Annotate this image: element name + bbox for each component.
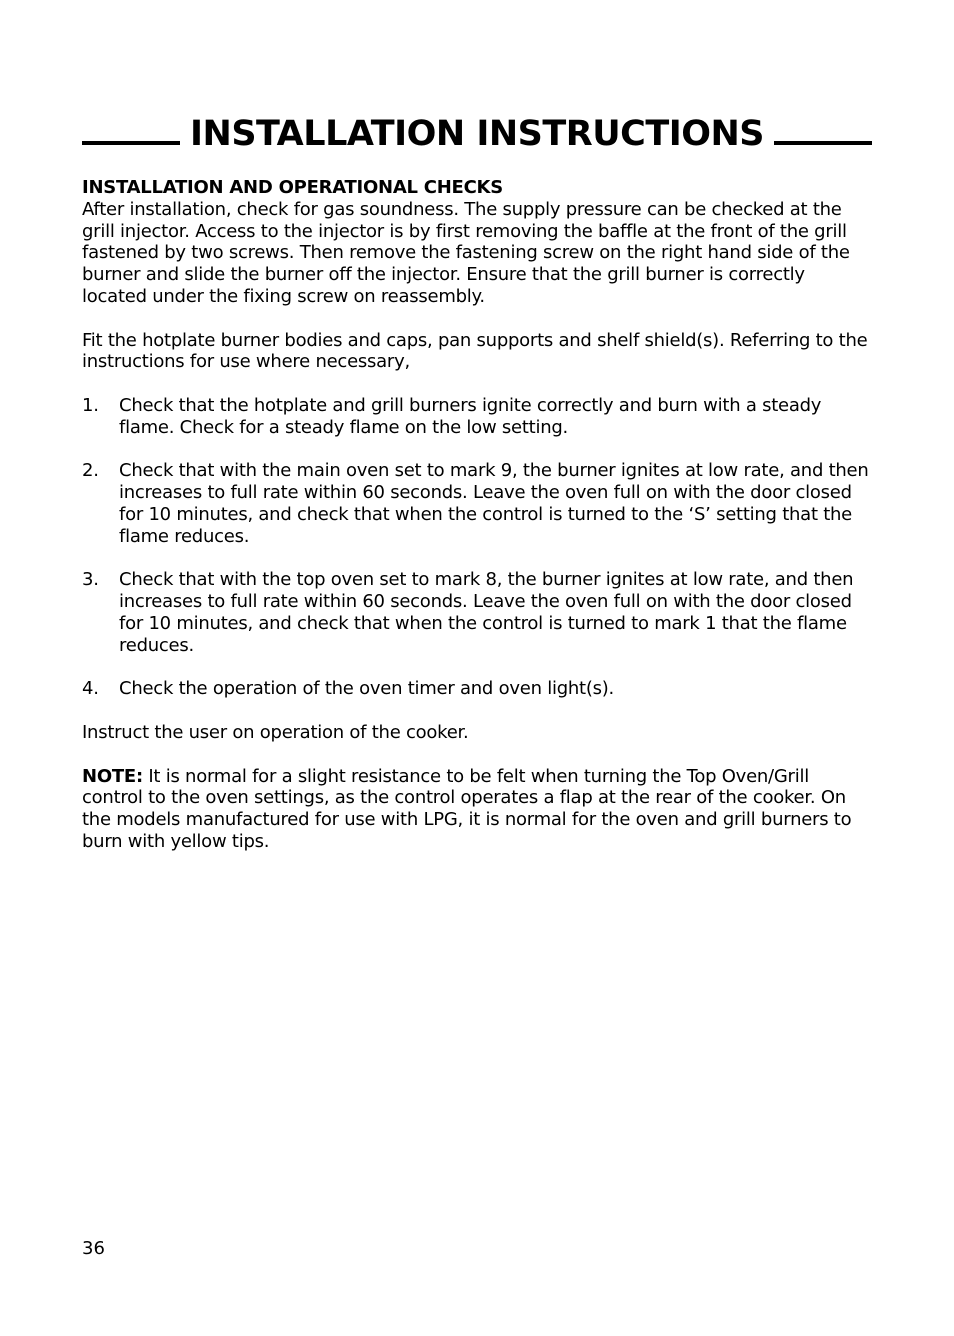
title-rule-right: [774, 141, 872, 145]
intro-paragraph: After installation, check for gas soundness. The supply pressure can be checked at the grill injector. Access to the injector is by first removing the baffle at the front of the grill fastened by two screws. Then remove the fastening screw on the right hand side of the burner and slide the burner off the injector. Ensure that the grill burner is correctly located under the fixing screw on reassembly.: [82, 198, 850, 307]
fit-paragraph: Fit the hotplate burner bodies and caps, pan supports and shelf shield(s). Referring to the instructions for use where necessary,: [82, 329, 868, 373]
list-item: [82, 569, 874, 656]
note-label: NOTE:: [82, 765, 143, 787]
page-title: INSTALLATION INSTRUCTIONS: [190, 114, 764, 154]
instruct-paragraph: Instruct the user on operation of the cooker.: [82, 721, 469, 743]
page-content: [82, 177, 874, 875]
note-text: It is normal for a slight resistance to be felt when turning the Top Oven/Grill control to the oven settings, as the control operates a flap at the rear of the cooker. On the models manufactured for use with LPG, it is normal for the oven and grill burners to burn with yellow tips.: [82, 765, 852, 852]
list-item-number: 2.: [82, 460, 99, 482]
list-item-number: 3.: [82, 569, 99, 591]
page-number: 36: [82, 1238, 105, 1259]
list-item: [82, 678, 874, 700]
list-item-text: Check that with the main oven set to mark 9, the burner ignites at low rate, and then increases to full rate within 60 seconds. Leave the oven full on with the door closed for 10 minutes, and check that when the control is turned to the ‘S’ setting that the flame reduces.: [119, 460, 869, 547]
list-item-text: Check the operation of the oven timer and oven light(s).: [119, 678, 614, 700]
list-item: [82, 460, 874, 547]
list-item-number: 1.: [82, 394, 99, 416]
checks-list: [82, 395, 874, 700]
note-paragraph: [82, 766, 874, 853]
list-item-text: Check that with the top oven set to mark 8, the burner ignites at low rate, and then increases to full rate within 60 seconds. Leave the oven full on with the door closed for 10 minutes, and check that when the control is turned to mark 1 that the flame reduces.: [119, 569, 854, 656]
section-heading: INSTALLATION AND OPERATIONAL CHECKS: [82, 177, 503, 198]
title-rule-left: [82, 141, 180, 145]
list-item-text: Check that the hotplate and grill burners ignite correctly and burn with a steady flame. Check for a steady flame on the low setting.: [119, 394, 822, 438]
list-item-number: 4.: [82, 678, 99, 700]
list-item: [82, 395, 874, 439]
